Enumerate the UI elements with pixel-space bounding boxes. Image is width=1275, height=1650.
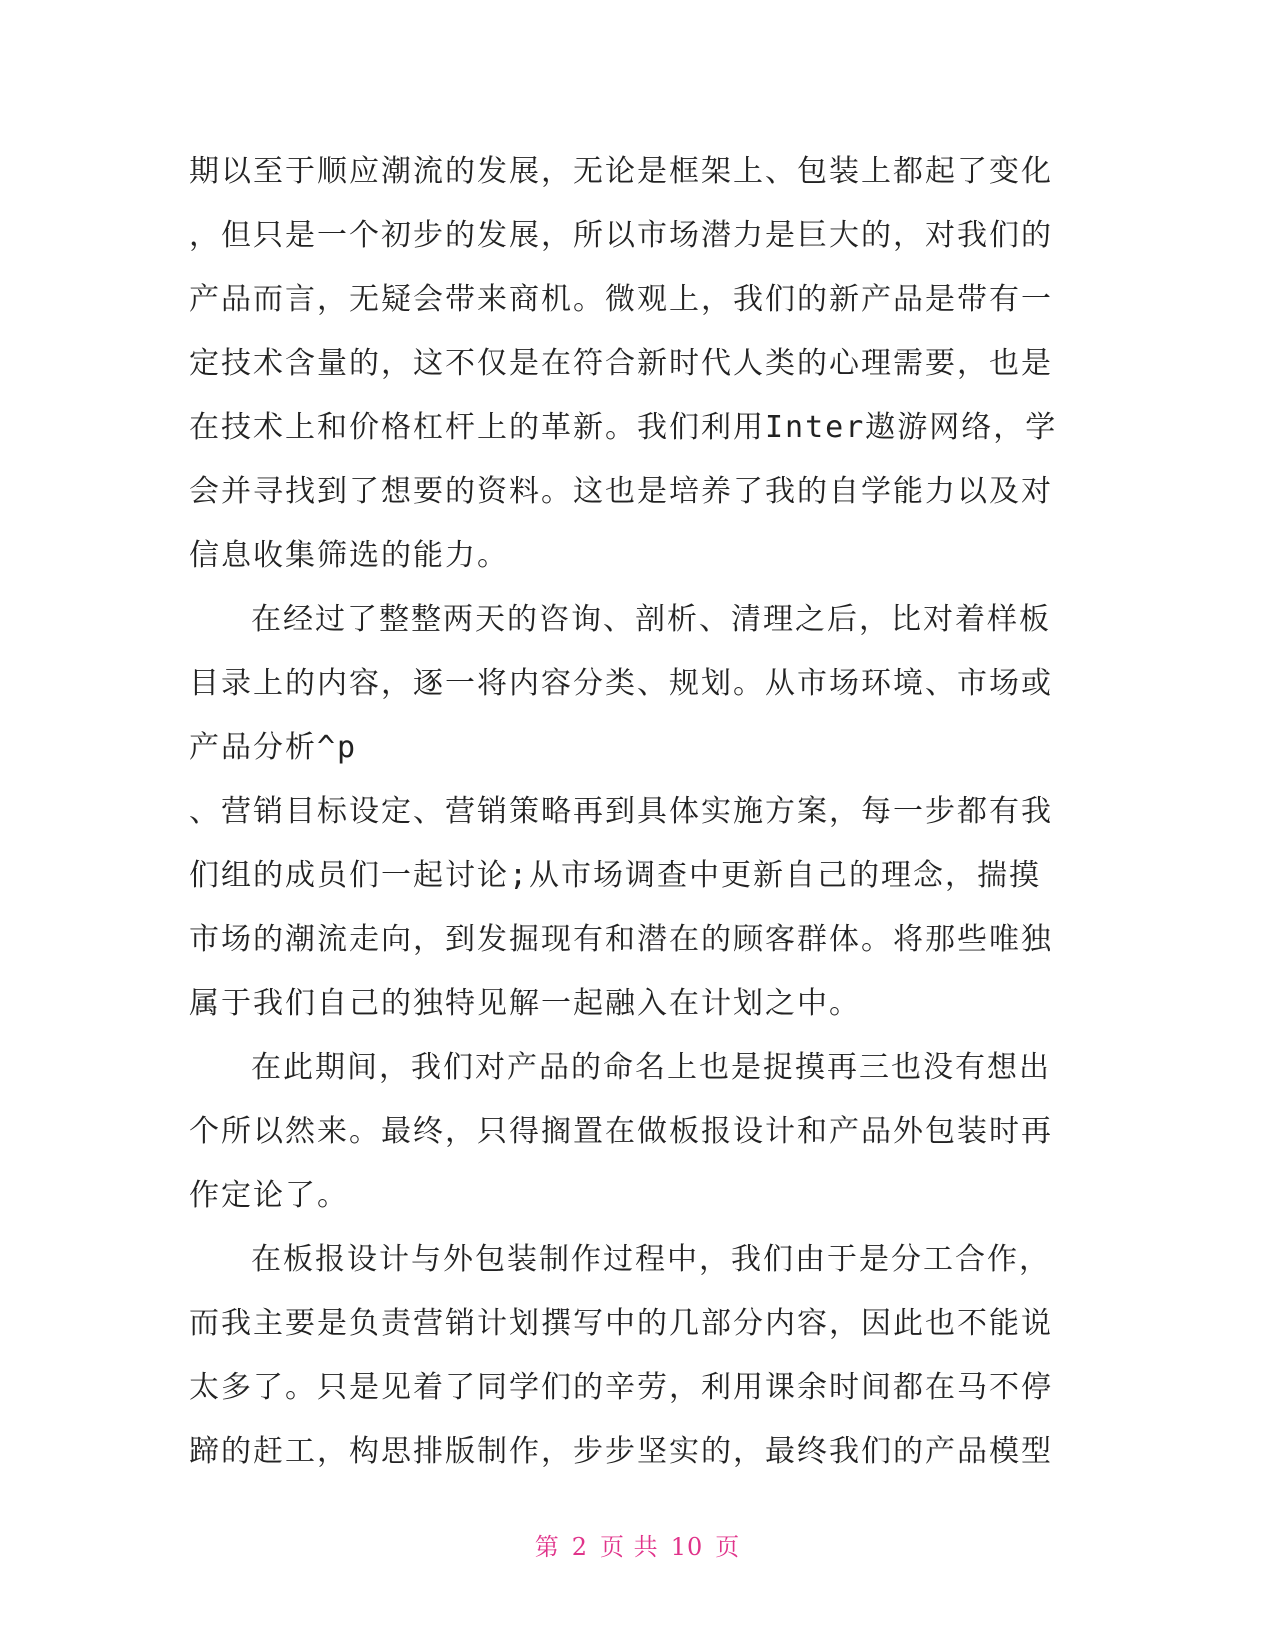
footer-middle: 页 共 <box>600 1533 659 1561</box>
text-line: 市场的潮流走向，到发掘现有和潜在的顾客群体。将那些唯独 <box>189 922 1053 957</box>
text-line: 信息收集筛选的能力。 <box>189 538 509 573</box>
text-line: 会并寻找到了想要的资料。这也是培养了我的自学能力以及对 <box>189 474 1053 509</box>
text-line: 定技术含量的，这不仅是在符合新时代人类的心理需要，也是 <box>189 346 1053 381</box>
text-line: 属于我们自己的独特见解一起融入在计划之中。 <box>189 986 861 1021</box>
body-text <box>189 140 1089 1484</box>
footer-suffix: 页 <box>715 1533 741 1561</box>
page-footer <box>0 1527 1275 1562</box>
text-line: 太多了。只是见着了同学们的辛劳，利用课余时间都在马不停 <box>189 1370 1053 1405</box>
text-line: 产品而言，无疑会带来商机。微观上，我们的新产品是带有一 <box>189 282 1053 317</box>
text-line: 作定论了。 <box>189 1178 349 1213</box>
text-line: ，但只是一个初步的发展，所以市场潜力是巨大的，对我们的 <box>189 218 1053 253</box>
text-line: 目录上的内容，逐一将内容分类、规划。从市场环境、市场或 <box>189 666 1053 701</box>
footer-prefix: 第 <box>534 1533 560 1561</box>
paragraph-start-line: 在经过了整整两天的咨询、剖析、清理之后，比对着样板 <box>251 602 1051 637</box>
text-line: 、营销目标设定、营销策略再到具体实施方案，每一步都有我 <box>189 794 1053 829</box>
text-line: 产品分析^p <box>189 730 358 765</box>
paragraph-start-line: 在此期间，我们对产品的命名上也是捉摸再三也没有想出 <box>251 1050 1051 1085</box>
total-pages: 10 <box>670 1533 704 1561</box>
text-line: 蹄的赶工，构思排版制作，步步坚实的，最终我们的产品模型 <box>189 1434 1053 1469</box>
text-line: 期以至于顺应潮流的发展，无论是框架上、包装上都起了变化 <box>189 154 1053 189</box>
text-line: 们组的成员们一起讨论;从市场调查中更新自己的理念，揣摸 <box>189 858 1042 893</box>
text-line: 在技术上和价格杠杆上的革新。我们利用Inter遨游网络，学 <box>189 410 1058 445</box>
text-line: 个所以然来。最终，只得搁置在做板报设计和产品外包装时再 <box>189 1114 1053 1149</box>
page-number: 2 <box>571 1533 589 1561</box>
text-line: 而我主要是负责营销计划撰写中的几部分内容，因此也不能说 <box>189 1306 1053 1341</box>
paragraph-start-line: 在板报设计与外包装制作过程中，我们由于是分工合作， <box>251 1242 1051 1277</box>
